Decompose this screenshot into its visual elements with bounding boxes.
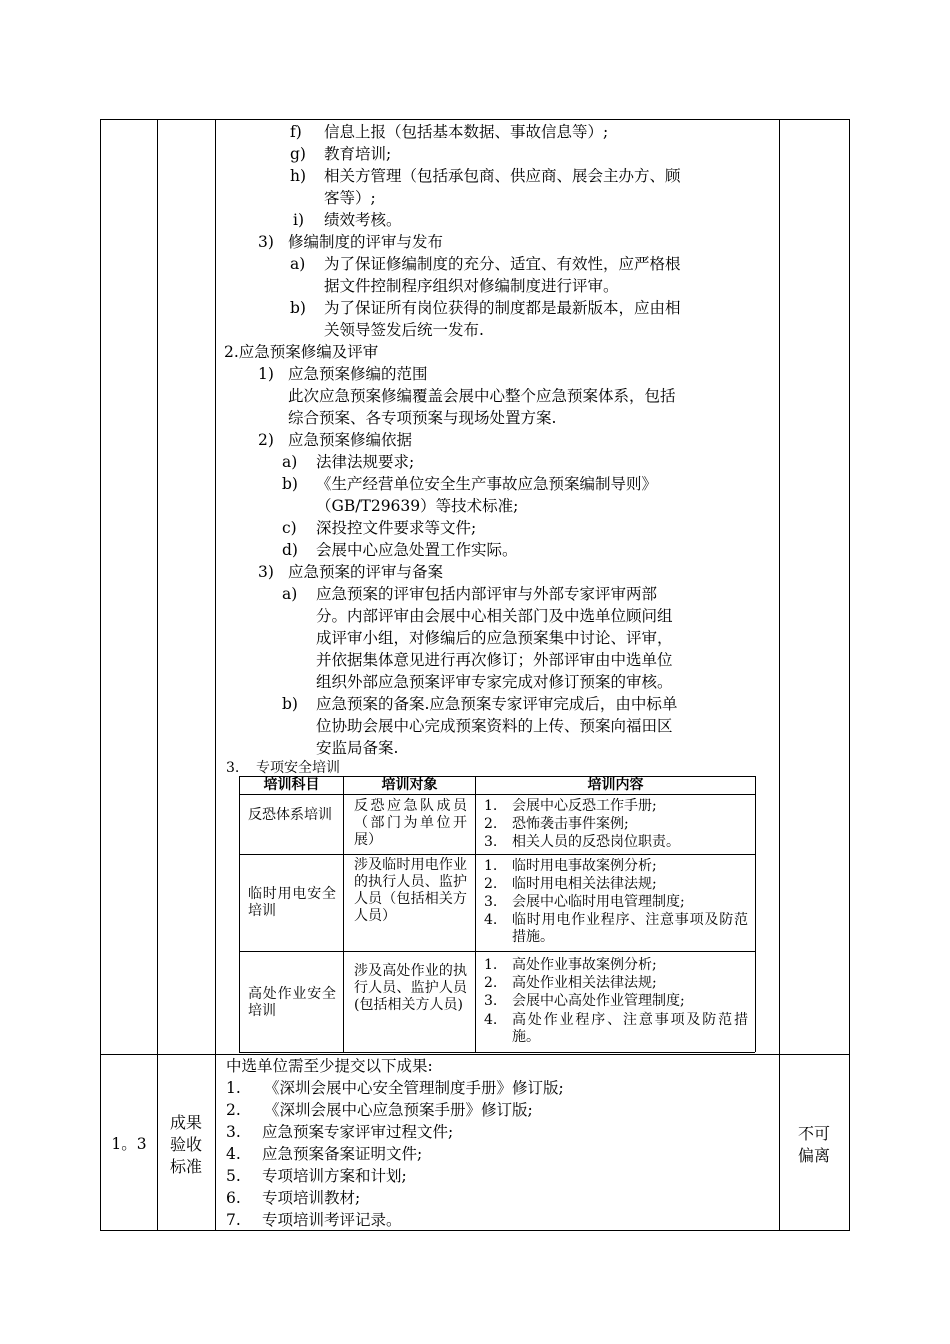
row-number: 1。3: [111, 1135, 147, 1153]
item-text: 会展中心高处作业管理制度;: [512, 993, 685, 1009]
col-border-2: [157, 119, 158, 1230]
item-number: 7.: [226, 1211, 241, 1229]
row-divider: [100, 1054, 850, 1055]
item-number: 3.: [484, 993, 498, 1009]
item-text: 临时用电相关法律法规;: [512, 876, 657, 892]
table-header: 培训内容: [587, 777, 644, 793]
item-number: 2.: [484, 876, 498, 892]
row-category: 成果验收标准: [169, 1113, 202, 1176]
deliverable-item: 《深圳会展中心应急预案手册》修订版;: [264, 1101, 533, 1119]
paragraph: 综合预案、各专项预案与现场处置方案.: [288, 409, 557, 427]
item-number: 1.: [226, 1079, 241, 1097]
inner-col-border: [755, 776, 756, 1052]
training-subject: 反恐体系培训: [248, 807, 332, 823]
list-label: b): [290, 299, 306, 317]
item-text: 相关人员的反恐岗位职责。: [512, 834, 680, 850]
item-text: 临时用电事故案例分析;: [512, 858, 657, 874]
item-text: 恐怖袭击事件案例;: [512, 816, 629, 832]
section-label: 1): [258, 365, 274, 383]
item-text: 会展中心临时用电管理制度;: [512, 894, 685, 910]
list-item: 《生产经营单位安全生产事故应急预案编制导则》: [316, 475, 658, 493]
list-item: 应急预案的评审包括内部评审与外部专家评审两部: [316, 585, 658, 603]
inner-bottom-border: [239, 1052, 755, 1053]
col-border-1: [100, 119, 101, 1230]
item-number: 1.: [484, 957, 498, 973]
list-label: a): [282, 585, 298, 603]
inner-col-border: [475, 776, 476, 1052]
training-target: 反恐应急队成员（部门为单位开展）: [354, 798, 467, 848]
inner-row-divider: [239, 854, 755, 855]
list-item: 会展中心应急处置工作实际。: [316, 541, 518, 559]
item-number: 3.: [484, 894, 498, 910]
list-item-continued: 分。内部评审由会展中心相关部门及中选单位顾问组: [316, 607, 673, 625]
list-item-continued: 安监局备案.: [316, 739, 399, 757]
list-item: 深投控文件要求等文件;: [316, 519, 477, 537]
table-top-border: [100, 119, 850, 120]
training-target: 涉及临时用电作业的执行人员、监护人员（包括相关方人员）: [354, 857, 467, 924]
list-label: b): [282, 475, 298, 493]
col-border-3: [215, 119, 216, 1230]
item-text: 高处作业相关法律法规;: [512, 975, 657, 991]
list-item-continued: 据文件控制程序组织对修编制度进行评审。: [324, 277, 619, 295]
section-heading: 专项安全培训: [256, 760, 340, 776]
item-number: 2.: [484, 975, 498, 991]
item-number: 4.: [484, 912, 498, 928]
item-number: 6.: [226, 1189, 241, 1207]
item-number: 1.: [484, 798, 498, 814]
deliverable-item: 应急预案备案证明文件;: [262, 1145, 423, 1163]
section-label: 3.: [226, 760, 240, 776]
deviation-requirement: 不可偏离: [797, 1124, 830, 1165]
list-item-continued: 组织外部应急预案评审专家完成对修订预案的审核。: [316, 673, 673, 691]
list-item-continued: 客等）;: [324, 189, 376, 207]
inner-header-divider: [239, 794, 755, 795]
col-border-5: [849, 119, 850, 1230]
list-label: g): [290, 145, 306, 163]
section-label: 3): [258, 563, 274, 581]
list-label: h): [290, 167, 307, 185]
list-item: 绩效考核。: [324, 211, 402, 229]
list-label: f): [290, 123, 302, 141]
section-heading: 2.应急预案修编及评审: [224, 343, 379, 361]
item-number: 2.: [484, 816, 498, 832]
section-title: 应急预案的评审与备案: [288, 563, 444, 581]
item-text: 临时用电作业程序、注意事项及防范措施。: [512, 912, 748, 945]
section-title: 应急预案修编依据: [288, 431, 413, 449]
training-subject: 高处作业安全培训: [248, 986, 336, 1019]
table-header: 培训科目: [263, 777, 320, 793]
list-item-continued: 成评审小组，对修编后的应急预案集中讨论、评审，: [316, 629, 673, 647]
item-text: 高处作业事故案例分析;: [512, 957, 657, 973]
acceptance-intro: 中选单位需至少提交以下成果:: [226, 1057, 433, 1075]
table-header: 培训对象: [381, 777, 438, 793]
list-item: 法律法规要求;: [316, 453, 415, 471]
list-item: 相关方管理（包括承包商、供应商、展会主办方、顾: [324, 167, 681, 185]
item-text: 会展中心反恐工作手册;: [512, 798, 657, 814]
item-number: 5.: [226, 1167, 241, 1185]
item-number: 3.: [484, 834, 498, 850]
table-bottom-border: [100, 1230, 850, 1231]
section-label: 3): [258, 233, 274, 251]
item-number: 4.: [226, 1145, 241, 1163]
list-item: 信息上报（包括基本数据、事故信息等）;: [324, 123, 609, 141]
inner-col-border: [239, 776, 240, 1052]
item-number: 4.: [484, 1012, 498, 1028]
list-item-continued: 关领导签发后统一发布.: [324, 321, 484, 339]
training-target: 涉及高处作业的执行人员、监护人员(包括相关方人员): [354, 963, 467, 1013]
list-item: 为了保证所有岗位获得的制度都是最新版本，应由相: [324, 299, 681, 317]
deliverable-item: 专项培训教材;: [262, 1189, 361, 1207]
training-subject: 临时用电安全培训: [248, 886, 336, 919]
paragraph: 此次应急预案修编覆盖会展中心整个应急预案体系，包括: [288, 387, 676, 405]
list-item: 教育培训;: [324, 145, 392, 163]
section-title: 应急预案修编的范围: [288, 365, 428, 383]
list-item: 为了保证修编制度的充分、适宜、有效性，应严格根: [324, 255, 681, 273]
list-label: a): [290, 255, 306, 273]
list-item-continued: 并依据集体意见进行再次修订；外部评审由中选单位: [316, 651, 673, 669]
list-item: 应急预案的备案.应急预案专家评审完成后，由中标单: [316, 695, 678, 713]
deliverable-item: 专项培训方案和计划;: [262, 1167, 407, 1185]
item-number: 2.: [226, 1101, 241, 1119]
inner-col-border: [343, 776, 344, 1052]
list-item-continued: （GB/T29639）等技术标准;: [316, 497, 519, 515]
list-label: c): [282, 519, 297, 537]
col-border-4: [779, 119, 780, 1230]
list-item-continued: 位协助会展中心完成预案资料的上传、预案向福田区: [316, 717, 673, 735]
list-label: i): [293, 211, 305, 229]
inner-row-divider: [239, 951, 755, 952]
item-number: 1.: [484, 858, 498, 874]
deliverable-item: 应急预案专家评审过程文件;: [262, 1123, 454, 1141]
list-label: a): [282, 453, 298, 471]
item-text: 高处作业程序、注意事项及防范措施。: [512, 1012, 748, 1045]
list-label: d): [282, 541, 298, 559]
list-label: b): [282, 695, 298, 713]
item-number: 3.: [226, 1123, 241, 1141]
section-title: 修编制度的评审与发布: [288, 233, 444, 251]
deliverable-item: 《深圳会展中心安全管理制度手册》修订版;: [264, 1079, 564, 1097]
deliverable-item: 专项培训考评记录。: [262, 1211, 402, 1229]
section-label: 2): [258, 431, 274, 449]
